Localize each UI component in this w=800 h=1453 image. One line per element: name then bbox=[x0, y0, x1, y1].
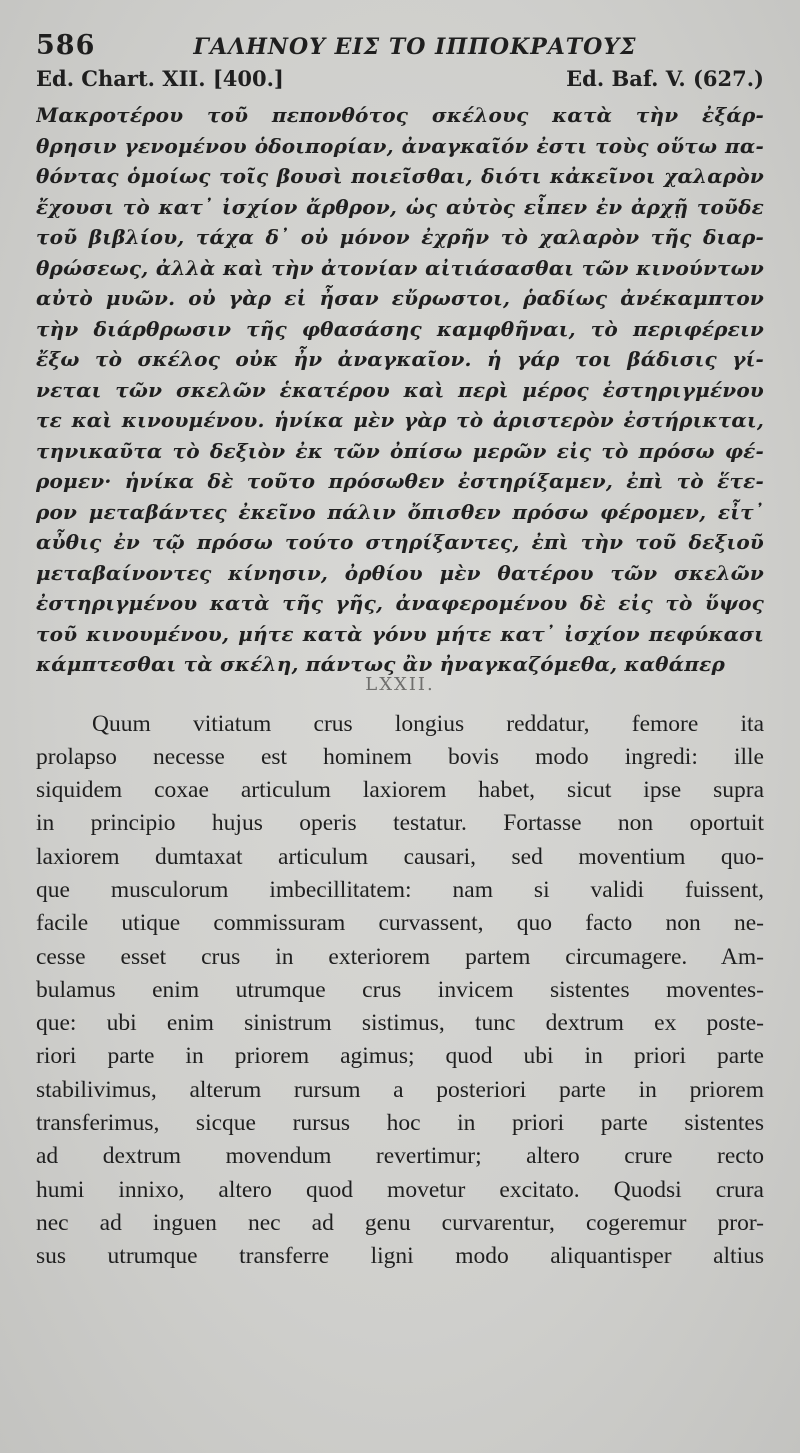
latin-text-line: riori parte in priorem agimus; quod ubi in priori parte bbox=[36, 1043, 764, 1070]
greek-text-line: τὴν διάρθρωσιν τῆς φθασάσης καμφθῆναι, τὸ περιφέρειν bbox=[36, 316, 764, 341]
greek-text-line: θρώσεως, ἀλλὰ καὶ τὴν ἀτονίαν αἰτιάσασθαι τῶν κινούντων bbox=[36, 255, 764, 280]
latin-text-line: cesse esset crus in exteriorem partem circumagere. Am- bbox=[36, 943, 764, 970]
edition-references bbox=[36, 66, 764, 96]
greek-text-line: ρον μεταβάντες ἐκεῖνο πάλιν ὄπισθεν πρόσω φέρομεν, εἶτ᾽ bbox=[36, 499, 764, 524]
latin-text-line: que: ubi enim sinistrum sistimus, tunc dextrum ex poste- bbox=[36, 1010, 764, 1037]
greek-text-line: ἔξω τὸ σκέλος οὐκ ἦν ἀναγκαῖον. ἡ γάρ τοι βάδισις γί- bbox=[36, 347, 764, 371]
latin-text-line: que musculorum imbecillitatem: nam si validi fuissent, bbox=[36, 876, 764, 903]
greek-text-line: τοῦ βιβλίου, τάχα δ᾽ οὐ μόνον ἐχρῆν τὸ χαλαρὸν τῆς διαρ- bbox=[36, 225, 764, 249]
latin-text-line: prolapso necesse est hominem bovis modo ingredi: ille bbox=[36, 743, 764, 770]
greek-text-line: τοῦ κινουμένου, μήτε κατὰ γόνυ μήτε κατ᾽ ἰσχίον πεφύκασι bbox=[36, 621, 764, 646]
edition-basel: Ed. Baf. V. (627.) bbox=[566, 66, 764, 91]
greek-text-line: Μακροτέρου τοῦ πεπονθότος σκέλους κατὰ τὴν ἐξάρ- bbox=[36, 103, 764, 127]
greek-text-line: θρησιν γενομένου ὁδοιπορίαν, ἀναγκαῖόν ἐστι τοὺς οὕτω πα- bbox=[36, 133, 764, 158]
greek-text-line: ἐστηριγμένου κατὰ τῆς γῆς, ἀναφερομένου δὲ εἰς τὸ ὕψος bbox=[36, 591, 764, 615]
page-number: 586 bbox=[36, 30, 96, 61]
greek-text-line: αὖθις ἐν τῷ πρόσω τούτο στηρίξαντες, ἐπὶ τὴν τοῦ δεξιοῦ bbox=[36, 530, 764, 554]
section-number: LXXII. bbox=[365, 673, 435, 695]
latin-text-line: nec ad inguen nec ad genu curvarentur, cogeremur pror- bbox=[36, 1209, 764, 1236]
latin-text-line: ad dextrum movendum revertimur; altero crure recto bbox=[36, 1143, 764, 1170]
latin-text-line: siquidem coxae articulum laxiorem habet, sicut ipse supra bbox=[36, 777, 764, 804]
greek-text-line: μεταβαίνοντες κίνησιν, ὀρθίου μὲν θατέρου τῶν σκελῶν bbox=[36, 560, 764, 585]
greek-text-line: αὐτὸ μυῶν. οὐ γὰρ εἰ ἦσαν εὔρωστοι, ῥαδίως ἀνέκαμπτον bbox=[36, 286, 764, 310]
latin-text-line: bulamus enim utrumque crus invicem sistentes moventes- bbox=[36, 976, 764, 1003]
latin-text-line: in principio hujus operis testatur. Fortasse non oportuit bbox=[36, 810, 764, 837]
greek-text-line: ἔχουσι τὸ κατ᾽ ἰσχίον ἄρθρον, ὡς αὐτὸς εἶπεν ἐν ἀρχῇ τοῦδε bbox=[36, 194, 764, 219]
latin-text-line: transferimus, sicque rursus hoc in priori parte sistentes bbox=[36, 1110, 764, 1137]
running-head bbox=[36, 30, 764, 64]
greek-text-line: τηνικαῦτα τὸ δεξιὸν ἐκ τῶν ὀπίσω μερῶν εἰς τὸ πρόσω φέ- bbox=[36, 438, 764, 463]
latin-text-block bbox=[36, 708, 764, 1274]
latin-text-line: facile utique commissuram curvassent, quo facto non ne- bbox=[36, 910, 764, 937]
greek-text-line: κάμπτεσθαι τὰ σκέλη, πάντως ἂν ἠναγκαζόμεθα, καθάπερ bbox=[36, 652, 726, 676]
greek-text-block bbox=[36, 100, 764, 680]
latin-text-line: stabilivimus, alterum rursum a posteriori parte in priorem bbox=[36, 1076, 764, 1103]
greek-text-line: ρομεν· ἡνίκα δὲ τοῦτο πρόσωθεν ἐστηρίξαμεν, ἐπὶ τὸ ἕτε- bbox=[36, 469, 764, 493]
edition-chartier: Ed. Chart. XII. [400.] bbox=[36, 66, 284, 91]
greek-text-line: τε καὶ κινουμένου. ἡνίκα μὲν γὰρ τὸ ἀριστερὸν ἐστήρικται, bbox=[36, 408, 764, 432]
running-title: ΓΑΛΗΝΟΥ ΕΙΣ ΤΟ ΙΠΠΟΚΡΑΤΟΥΣ bbox=[193, 34, 637, 60]
latin-text-line: humi innixo, altero quod movetur excitato. Quodsi crura bbox=[36, 1176, 764, 1203]
greek-text-line: θόντας ὁμοίως τοῖς βουσὶ ποιεῖσθαι, διότι κἀκεῖνοι χαλαρὸν bbox=[36, 164, 764, 188]
latin-text-line: Quum vitiatum crus longius reddatur, femore ita bbox=[92, 710, 764, 737]
latin-text-line: sus utrumque transferre ligni modo aliquantisper altius bbox=[36, 1243, 764, 1270]
greek-text-line: νεται τῶν σκελῶν ἑκατέρου καὶ περὶ μέρος ἐστηριγμένου bbox=[36, 377, 764, 402]
latin-text-line: laxiorem dumtaxat articulum causari, sed moventium quo- bbox=[36, 843, 764, 870]
